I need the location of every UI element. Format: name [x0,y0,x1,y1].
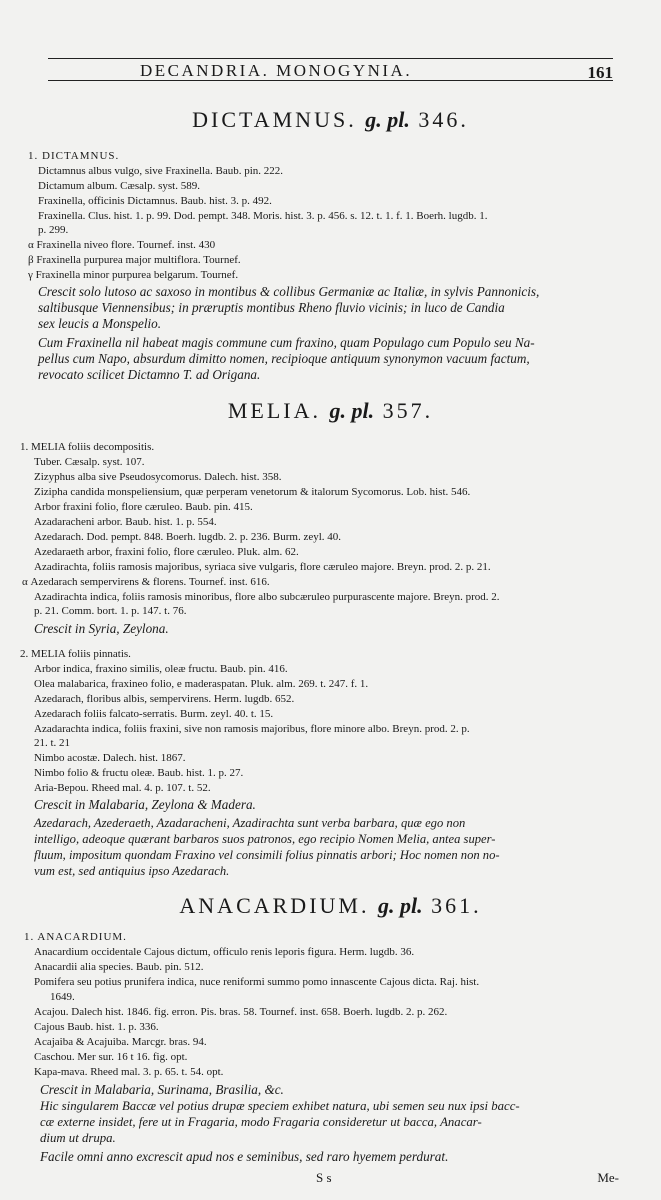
genus-name: DICTAMNUS. [192,107,357,132]
genus-gp-label: g. pl. [329,398,375,423]
synonym-line: Olea malabarica, fraxineo folio, e maderaspatan. Pluk. alm. 269. t. 247. f. 1. [34,678,369,690]
synonym-line: Acajou. Dalech hist. 1846. fig. erron. Pis. bras. 58. Tournef. inst. 658. Boerh. lugdb. 2. p. 262. [34,1006,448,1018]
note-line: Cum Fraxinella nil habeat magis commune cum fraxino, quam Populago cum Populo seu Na- [38,335,535,350]
synonym-line: p. 21. Comm. bort. 1. p. 147. t. 76. [34,605,187,617]
synonym-line: Zizyphus alba sive Pseudosycomorus. Dalech. hist. 358. [34,471,282,483]
species-heading: 2. MELIA foliis pinnatis. [20,648,131,660]
synonym-line: Arbor indica, fraxino similis, oleæ fructu. Baub. pin. 416. [34,663,288,675]
genus-name: ANACARDIUM. [179,893,370,918]
synonym-line: Azadirachta indica, foliis ramosis minoribus, flore albo subcæruleo purpurascente majore. Breyn. prod. 2. [34,591,500,603]
synonym-line: p. 299. [38,224,69,236]
variety-line: γ Fraxinella minor purpurea belgarum. Tournef. [28,269,239,281]
note-line: pellus cum Napo, absurdum dimitto nomen, recipioque antiquum synonymon vacuum factum, [38,351,530,366]
habitat-line: Crescit in Malabaria, Surinama, Brasilia, &c. [40,1082,284,1097]
note-line: revocato scilicet Dictamno T. ad Origana. [38,367,261,382]
habitat-line: saltibusque Viennensibus; in præruptis montibus Rheno fluvio vicinis; in luco de Candia [38,300,505,315]
synonym-line: Azadarachta indica, foliis fraxini, sive non ramosis majoribus, flore minore albo. Breyn. prod. 2. p. [34,723,470,735]
note-line: fluum, impositum quondam Fraxino vel consimili folius pinnatis arbori; Hoc nomen non no- [34,848,500,862]
synonym-line: Arbor fraxini folio, flore cæruleo. Baub. pin. 415. [34,501,253,513]
signature-mark: S s [316,1170,332,1185]
genus-gp-number: 346. [418,107,469,132]
note-line: cæ externe insidet, fere ut in Fragaria, modo Fragaria consideretur ut bacca, Anacar- [40,1115,482,1129]
note-line: vum est, sed antiquius ipso Azedarach. [34,864,230,878]
synonym-line: Dictamnus albus vulgo, sive Fraxinella. Baub. pin. 222. [38,165,284,177]
synonym-line: Nimbo acostæ. Dalech. hist. 1867. [34,752,186,764]
genus-heading-dictamnus [0,107,661,133]
synonym-line: Anacardium occidentale Cajous dictum, officulo renis leporis figura. Herm. lugdb. 36. [34,946,415,958]
synonym-line: Cajous Baub. hist. 1. p. 336. [34,1021,159,1033]
variety-line: α Fraxinella niveo flore. Tournef. inst. 430 [28,239,216,251]
habitat-line: Crescit in Malabaria, Zeylona & Madera. [34,797,256,812]
note-line: dium ut drupa. [40,1131,116,1145]
synonym-line: Zizipha candida monspeliensium, quæ perperam venetorum & italorum Sycomorus. Lob. hist. 546. [34,486,471,498]
page-number: 161 [587,63,613,82]
synonym-line: Caschou. Mer sur. 16 t 16. fig. opt. [34,1051,188,1063]
synonym-line: Nimbo folio & fructu oleæ. Baub. hist. 1. p. 27. [34,767,244,779]
synonym-line: Fraxinella. Clus. hist. 1. p. 99. Dod. pempt. 348. Moris. hist. 3. p. 456. s. 12. t. 1. f. 1. Boerh. lugdb. 1. [38,210,488,222]
variety-line: β Fraxinella purpurea major multiflora. Tournef. [28,254,241,266]
genus-gp-label: g. pl. [365,107,410,132]
species-heading: 1. ANACARDIUM. [24,931,127,943]
habitat-line: Crescit in Syria, Zeylona. [34,621,169,636]
genus-gp-number: 361. [431,893,482,918]
synonym-line: Aria-Bepou. Rheed mal. 4. p. 107. t. 52. [34,782,211,794]
synonym-line: Azedarach, floribus albis, sempervirens. Herm. lugdb. 652. [34,693,295,705]
note-line: Azedarach, Azederaeth, Azadaracheni, Azadirachta sunt verba barbara, quæ ego non [34,816,466,830]
species-heading: 1. DICTAMNUS. [28,150,120,162]
running-header: DECANDRIA. MONOGYNIA. [140,61,413,80]
note-line: intelligo, adeoque quærant barbaros suos patronos, ego recipio Nomen Melia, antea super- [34,832,496,846]
synonym-line: Azedarach. Dod. pempt. 848. Boerh. lugdb. 2. p. 236. Burm. zeyl. 40. [34,531,342,543]
synonym-line: Anacardii alia species. Baub. pin. 512. [34,961,204,973]
genus-name: MELIA. [227,398,322,423]
synonym-line: Azadirachta, foliis ramosis majoribus, syriaca sive vulgaris, flore cæruleo majore. Breyn. prod. 2. p. 21. [34,561,491,573]
synonym-line: Acajaiba & Acajuiba. Marcgr. bras. 94. [34,1036,207,1048]
header-rule-top [48,58,613,59]
variety-line: α Azedarach sempervirens & florens. Tournef. inst. 616. [22,576,270,588]
habitat-line: Crescit solo lutoso ac saxoso in montibus & collibus Germaniæ ac Italiæ, in sylvis Pannonicis, [38,284,540,299]
synonym-line: Fraxinella, officinis Dictamnus. Baub. hist. 3. p. 492. [38,195,272,207]
genus-heading-melia [0,398,661,424]
catchword: Me- [597,1170,619,1185]
synonym-line: Pomifera seu potius prunifera indica, nuce reniformi summo pomo innascente Cajous dicta. Raj. hist. [34,976,480,988]
genus-gp-label: g. pl. [377,893,423,918]
genus-heading-anacardium [0,893,661,919]
synonym-line: 21. t. 21 [34,737,71,749]
synonym-line: Dictamum album. Cæsalp. syst. 589. [38,180,200,192]
synonym-line: Kapa-mava. Rheed mal. 3. p. 65. t. 54. opt. [34,1066,224,1078]
header-rule-bottom [48,80,613,81]
species-heading: 1. MELIA foliis decompositis. [20,441,155,453]
synonym-line: 1649. [50,991,75,1003]
synonym-line: Azadaracheni arbor. Baub. hist. 1. p. 554. [34,516,217,528]
note-line: Hic singularem Baccæ vel potius drupæ speciem exhibet natura, ubi semen seu nux ipsi bacc- [40,1099,520,1113]
synonym-line: Tuber. Cæsalp. syst. 107. [34,456,145,468]
synonym-line: Azedarach foliis falcato-serratis. Burm. zeyl. 40. t. 15. [34,708,274,720]
habitat-line: sex leucis a Monspelio. [38,316,162,331]
note-line: Facile omni anno excrescit apud nos e seminibus, sed raro hyemem perdurat. [40,1149,449,1164]
genus-gp-number: 357. [382,398,434,423]
synonym-line: Azedaraeth arbor, fraxini folio, flore cæruleo. Pluk. alm. 62. [34,546,299,558]
